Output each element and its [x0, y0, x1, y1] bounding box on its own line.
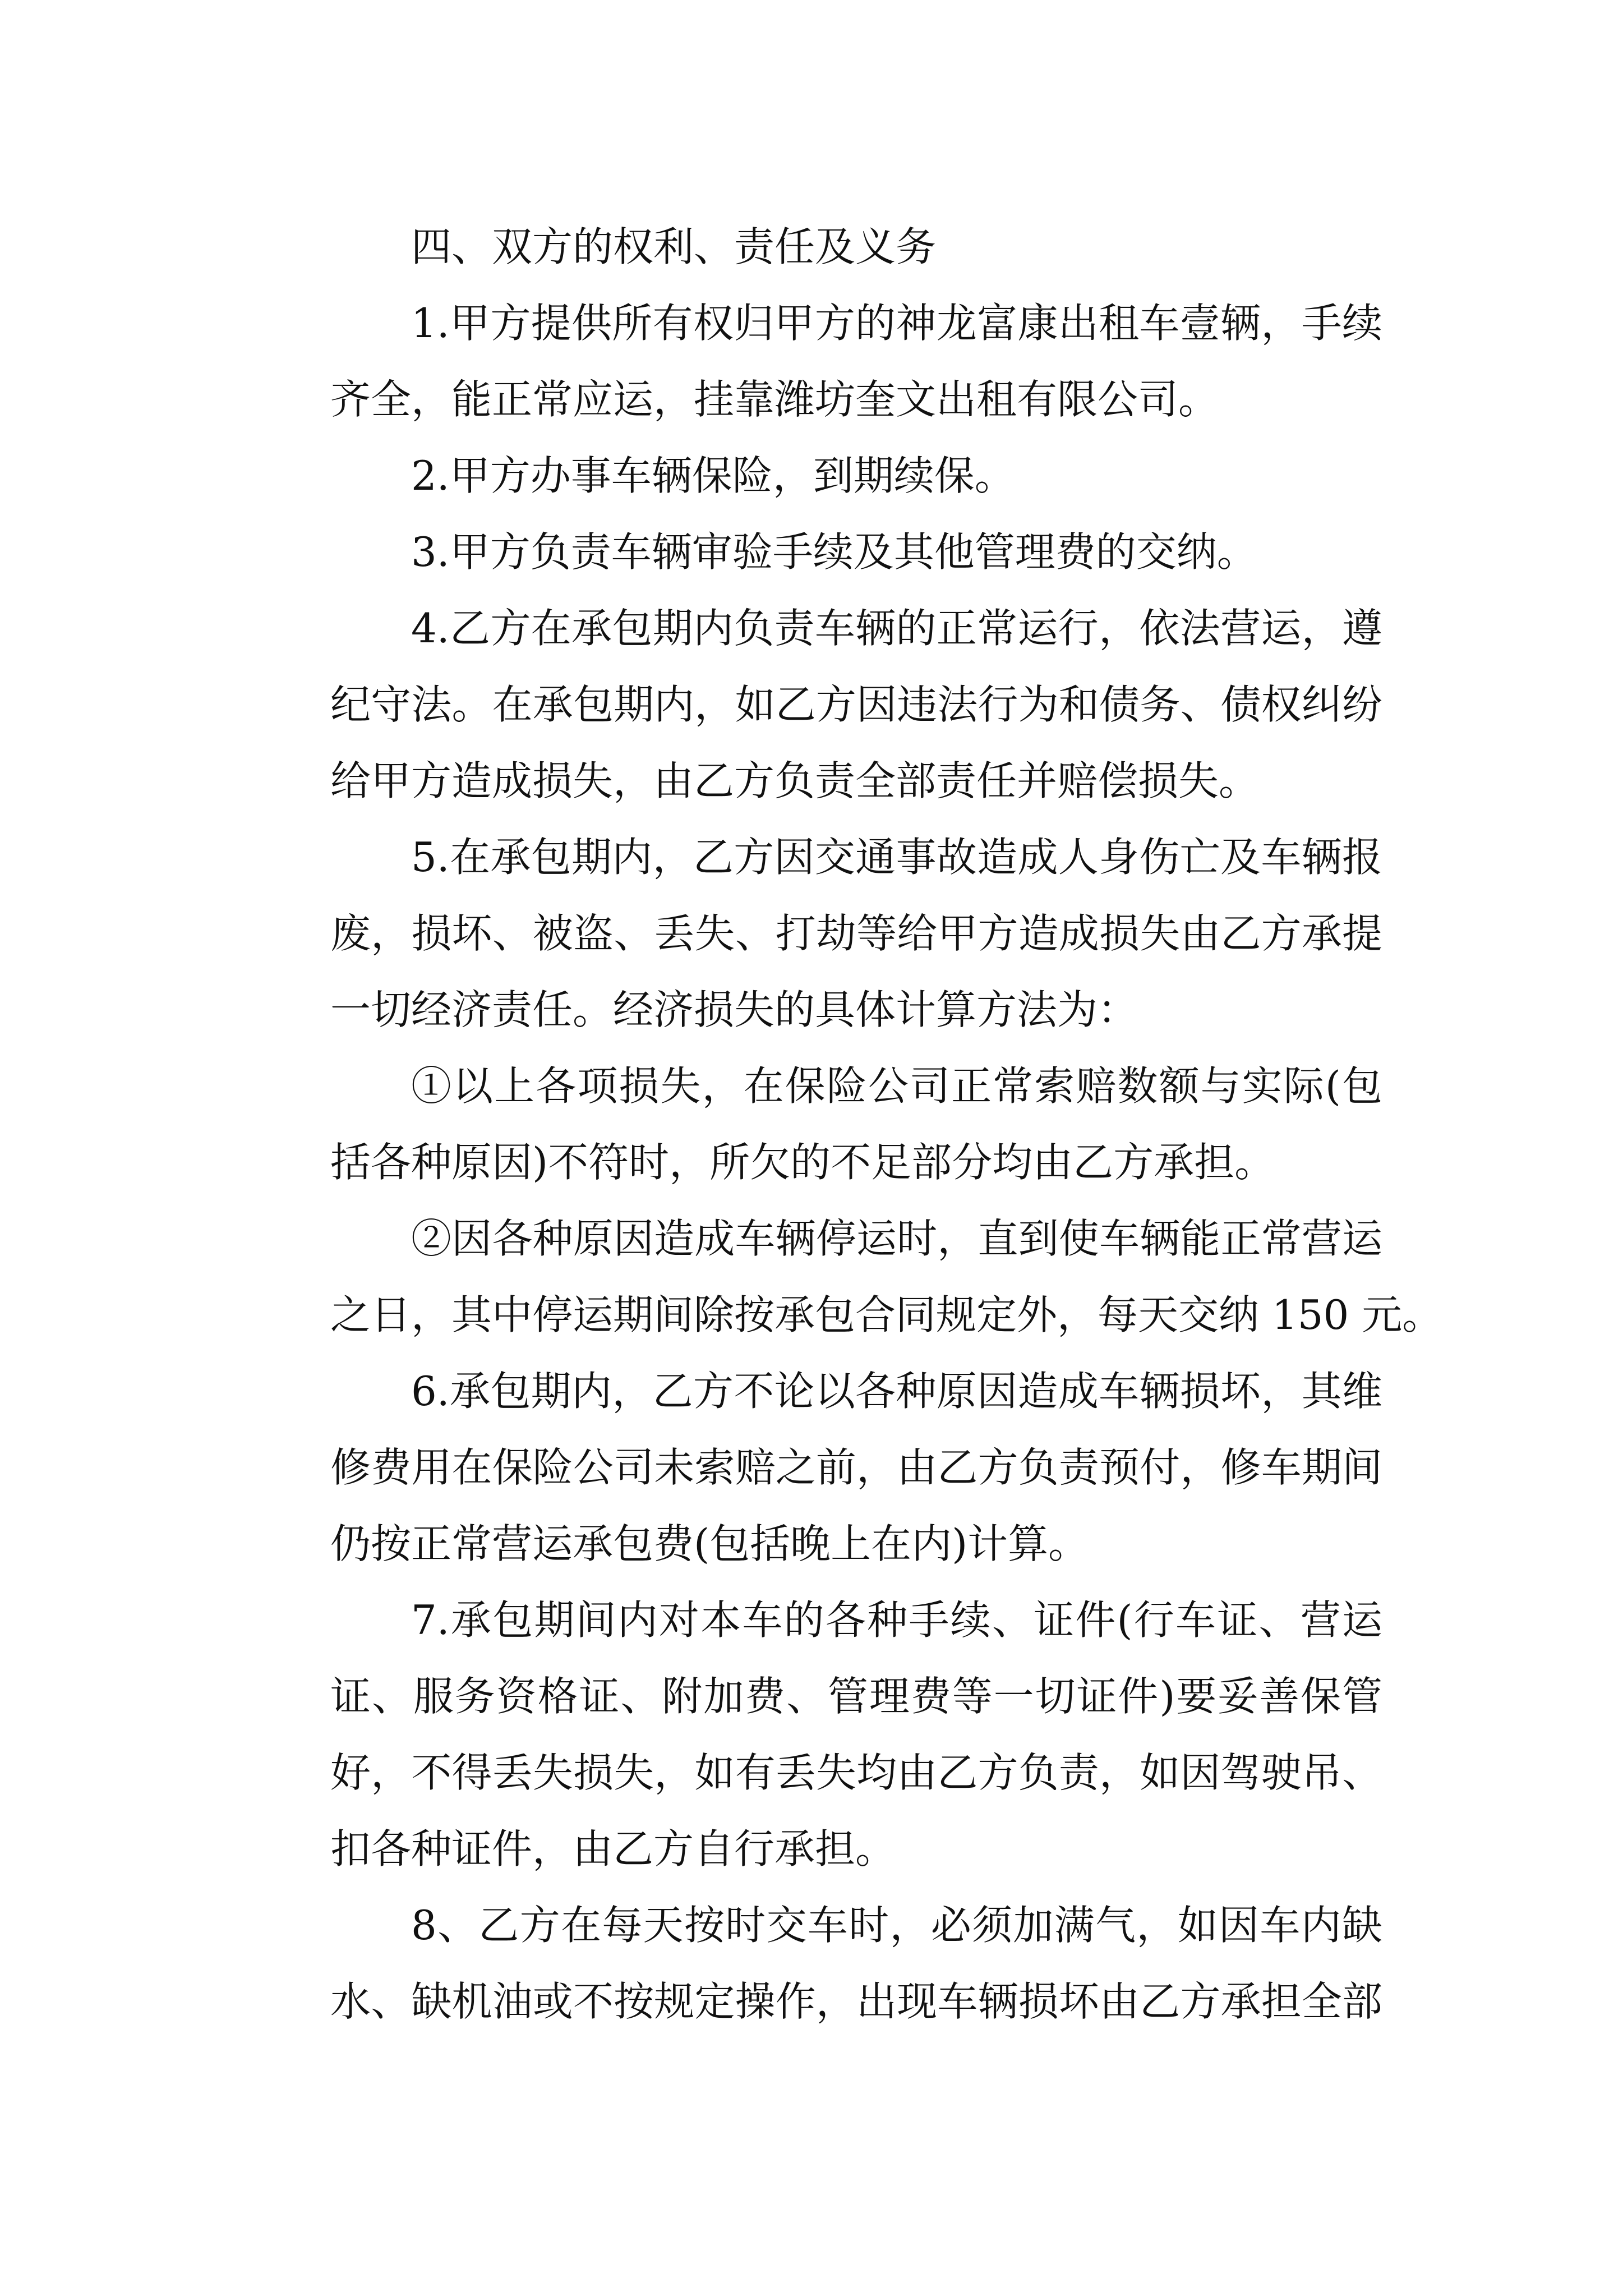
- clause-line: 之日，其中停运期间除按承包合同规定外，每天交纳 150 元。: [330, 1291, 1443, 1338]
- clause-line: 证、服务资格证、附加费、管理费等一切证件)要妥善保管: [330, 1673, 1382, 1720]
- clause-line: 给甲方造成损失，由乙方负责全部责任并赔偿损失。: [330, 757, 1260, 804]
- clause-line: ②因各种原因造成车辆停运时，直到使车辆能正常营运: [411, 1215, 1382, 1262]
- clause-line: 7.承包期间内对本车的各种手续、证件(行车证、营运: [411, 1596, 1382, 1644]
- clause-line: 4.乙方在承包期内负责车辆的正常运行，依法营运，遵: [411, 605, 1382, 652]
- clause-4: [250, 590, 1382, 819]
- clause-6: [250, 1353, 1382, 1582]
- clause-line: 好，不得丢失损失，如有丢失均由乙方负责，如因驾驶吊、: [330, 1749, 1382, 1796]
- clause-line: 修费用在保险公司未索赔之前，由乙方负责预付，修车期间: [330, 1444, 1382, 1491]
- heading-line: 四、双方的权利、责任及义务: [411, 223, 937, 270]
- clause-line: 6.承包期内，乙方不论以各种原因造成车辆损坏，其维: [411, 1368, 1382, 1415]
- clause-line: 齐全，能正常应运，挂靠潍坊奎文出租有限公司。: [330, 376, 1219, 423]
- clause-7: [250, 1582, 1382, 1887]
- clause-line: 水、缺机油或不按规定操作，出现车辆损坏由乙方承担全部: [330, 1978, 1382, 2025]
- sub-clause-1: [250, 1048, 1382, 1200]
- clause-line: 8、乙方在每天按时交车时，必须加满气，如因车内缺: [411, 1902, 1382, 1949]
- clause-line: 3.甲方负责车辆审验手续及其他管理费的交纳。: [411, 528, 1257, 576]
- clause-1: [250, 285, 1382, 438]
- section-heading: [250, 209, 1382, 285]
- clause-line: 废，损坏、被盗、丢失、打劫等给甲方造成损失由乙方承提: [330, 910, 1382, 957]
- clause-line: 纪守法。在承包期内，如乙方因违法行为和债务、债权纠纷: [330, 681, 1382, 728]
- clause-line: ①以上各项损失，在保险公司正常索赔数额与实际(包: [411, 1062, 1382, 1110]
- clause-line: 括各种原因)不符时，所欠的不足部分均由乙方承担。: [330, 1139, 1275, 1186]
- clause-2: [250, 438, 1382, 514]
- clause-3: [250, 514, 1382, 590]
- clause-line: 一切经济责任。经济损失的具体计算方法为：: [330, 986, 1138, 1033]
- clause-line: 仍按正常营运承包费(包括晚上在内)计算。: [330, 1520, 1089, 1567]
- contract-body: [250, 209, 1443, 2040]
- clause-5: [250, 819, 1382, 1048]
- clause-line: 1.甲方提供所有权归甲方的神龙富康出租车壹辆，手续: [411, 300, 1382, 347]
- clause-line: 5.在承包期内，乙方因交通事故造成人身伤亡及车辆报: [411, 834, 1382, 881]
- sub-clause-2: [250, 1200, 1443, 1353]
- clause-8: [250, 1887, 1382, 2040]
- clause-line: 扣各种证件，由乙方自行承担。: [330, 1825, 896, 1872]
- clause-line: 2.甲方办事车辆保险，到期续保。: [411, 452, 1015, 499]
